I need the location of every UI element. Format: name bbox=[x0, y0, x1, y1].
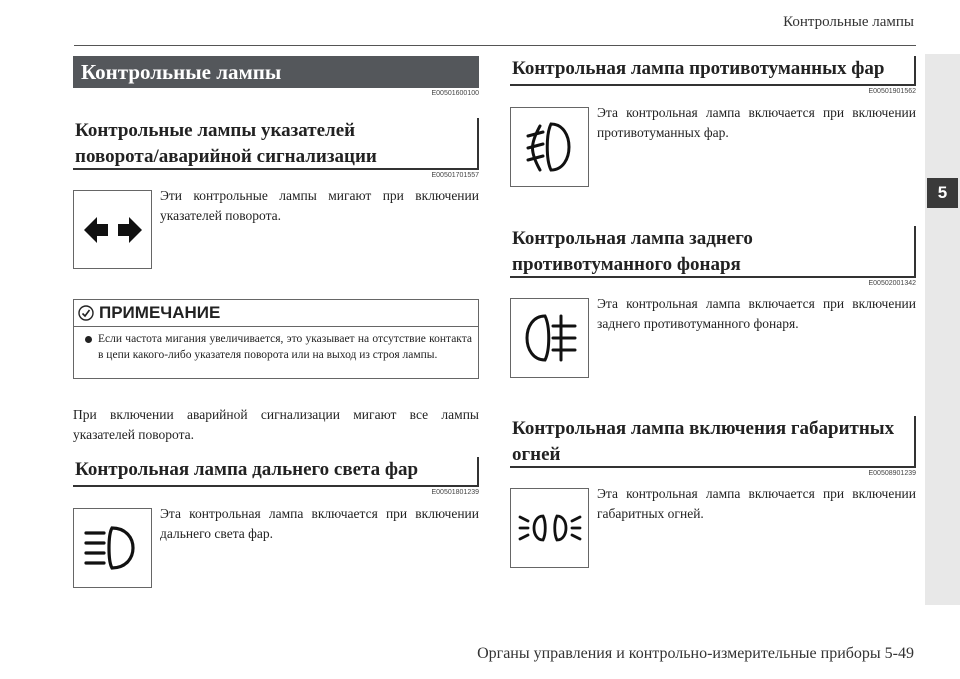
turn-arrows-icon bbox=[82, 212, 144, 248]
turn-signal-heading bbox=[73, 118, 479, 170]
front-fog-heading: Контрольная лампа противотуманных фар bbox=[510, 56, 916, 86]
high-beam-icon-box bbox=[73, 508, 152, 588]
running-header: Контрольные лампы bbox=[783, 14, 914, 30]
turn-signal-icon-box bbox=[73, 190, 152, 269]
position-lamp-icon-box bbox=[510, 488, 589, 568]
position-lamp-heading-line2: огней bbox=[512, 444, 561, 465]
front-fog-icon bbox=[525, 120, 575, 174]
rear-fog-icon bbox=[521, 312, 579, 364]
position-lamp-heading bbox=[510, 416, 916, 468]
high-beam-code: E00501801239 bbox=[431, 489, 479, 496]
front-fog-icon-box bbox=[510, 107, 589, 187]
rear-fog-code: E00502001342 bbox=[868, 280, 916, 287]
note-title: ПРИМЕЧАНИЕ bbox=[99, 303, 221, 322]
section-code: E00501600100 bbox=[431, 90, 479, 97]
high-beam-icon bbox=[82, 523, 144, 573]
high-beam-text: Эта контрольная лампа включается при включении дальнего света фар. bbox=[160, 506, 479, 541]
rear-fog-heading bbox=[510, 226, 916, 278]
page-footer: Органы управления и контрольно-измерительные приборы 5-49 bbox=[477, 645, 914, 662]
rear-fog-heading-line1: Контрольная лампа заднего bbox=[512, 228, 753, 249]
turn-signal-text: Эти контрольные лампы мигают при включении указателей поворота. bbox=[160, 188, 479, 223]
position-lamp-heading-line1: Контрольная лампа включения габаритных bbox=[512, 418, 895, 439]
high-beam-heading: Контрольная лампа дальнего света фар bbox=[73, 457, 479, 487]
note-header bbox=[74, 300, 478, 327]
chapter-number: 5 bbox=[927, 178, 958, 208]
position-lamp-icon bbox=[517, 508, 583, 548]
front-fog-code: E00501901562 bbox=[868, 88, 916, 95]
front-fog-text: Эта контрольная лампа включается при включении противотуманных фар. bbox=[597, 105, 916, 140]
position-lamp-code: E00508901239 bbox=[868, 470, 916, 477]
note-item bbox=[74, 327, 478, 363]
turn-signal-code: E00501701557 bbox=[431, 172, 479, 179]
check-icon bbox=[78, 305, 94, 321]
rear-fog-heading-line2: противотуманного фонаря bbox=[512, 254, 741, 275]
turn-signal-heading-line1: Контрольные лампы указателей bbox=[75, 120, 356, 141]
position-lamp-text: Эта контрольная лампа включается при включении габаритных огней. bbox=[597, 486, 916, 521]
note-item-text: Если частота мигания увеличивается, это указывает на отсутствие контакта в цепи какого-либо указателя поворота или на выход из строя лампы. bbox=[98, 333, 472, 361]
header-rule bbox=[74, 45, 916, 46]
rear-fog-text: Эта контрольная лампа включается при включении заднего противотуманного фонаря. bbox=[597, 296, 916, 331]
turn-signal-heading-line2: поворота/аварийной сигнализации bbox=[75, 146, 377, 167]
hazard-text: При включении аварийной сигнализации мигают все лампы указателей поворота. bbox=[73, 407, 479, 442]
rear-fog-icon-box bbox=[510, 298, 589, 378]
chapter-tab bbox=[925, 54, 960, 605]
bullet-icon bbox=[85, 336, 92, 343]
section-title: Контрольные лампы bbox=[73, 56, 479, 88]
note-box bbox=[73, 299, 479, 379]
